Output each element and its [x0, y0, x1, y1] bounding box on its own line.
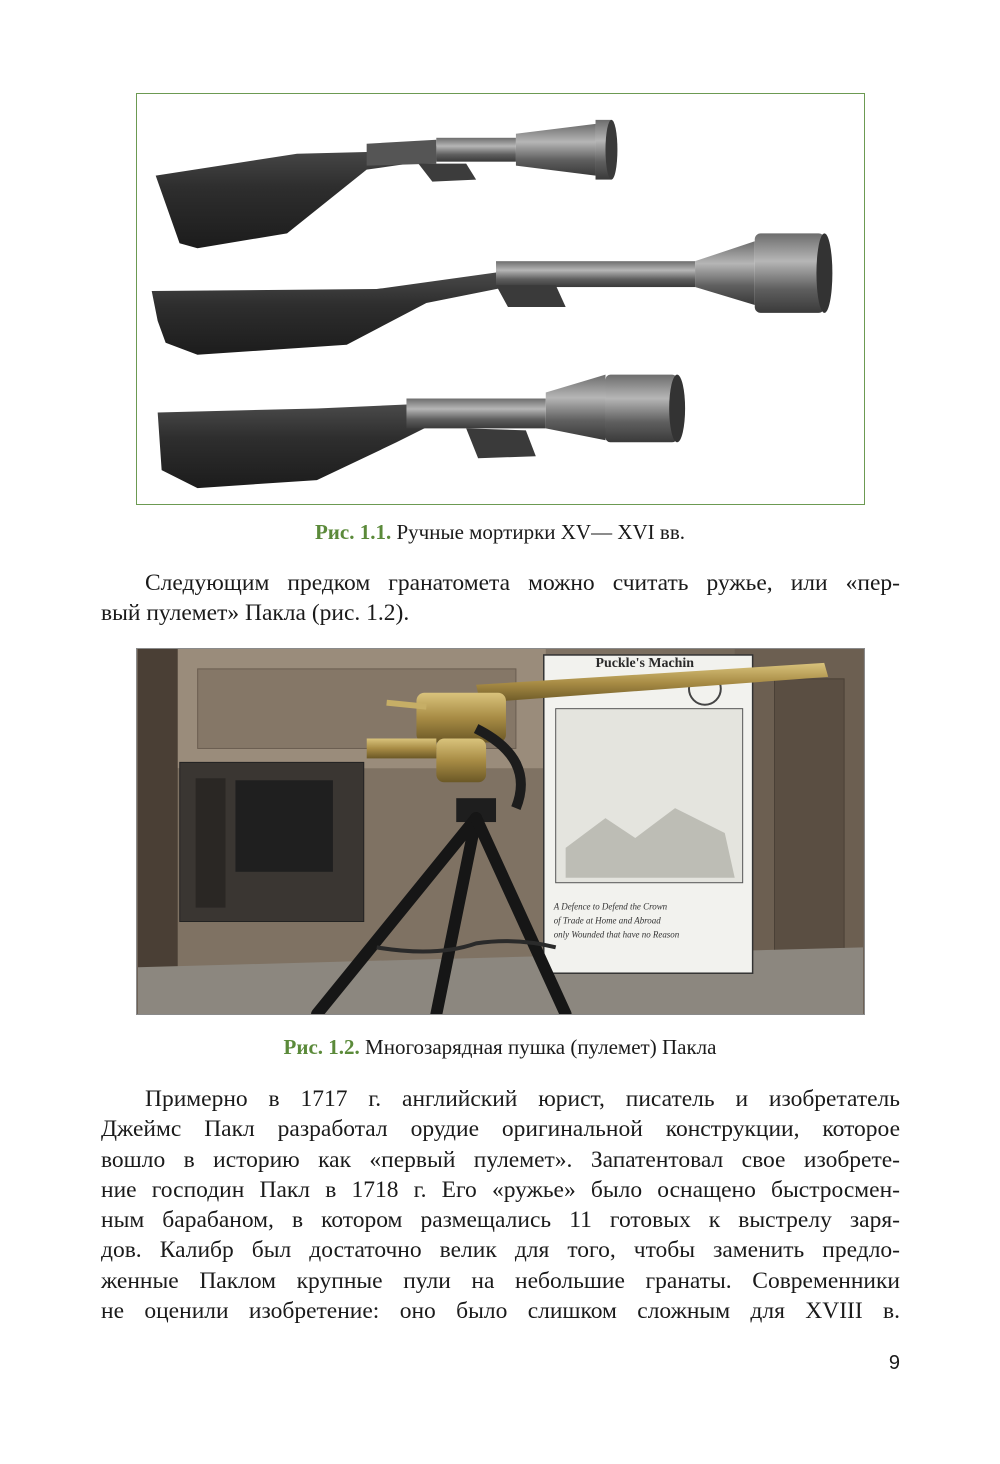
- text-line: Примерно в 1717 г. английский юрист, писатель и изобретатель: [145, 1086, 900, 1112]
- caption-text: Ручные мортирки XV— XVI вв.: [391, 520, 685, 544]
- figure-puckle-gun: [136, 648, 865, 1015]
- text-line: Джеймс Пакл разработал орудие оригинальной конструкции, которое: [101, 1116, 900, 1143]
- paragraph-2: [101, 1084, 900, 1326]
- mortar-2: [152, 233, 833, 354]
- info-poster: [544, 655, 753, 973]
- text-line: женные Паклом крупные пули на небольшие гранаты. Современники: [101, 1267, 900, 1294]
- text-line: вошло в историю как «первый пулемет». Запатентовал свое изобрете-: [101, 1146, 900, 1173]
- mortar-1: [156, 120, 618, 248]
- poster-line: of Trade at Home and Abroad: [553, 915, 661, 926]
- caption-label: Рис. 1.2.: [283, 1035, 360, 1059]
- poster-line: only Wounded that have no Reason: [553, 929, 680, 940]
- figure-hand-mortars: [136, 93, 865, 505]
- caption-label: Рис. 1.1.: [314, 520, 392, 544]
- text-line: вый пулемет» Пакла (рис. 1.2).: [101, 600, 410, 627]
- figure-caption-2: [0, 1034, 1000, 1060]
- paragraph-1: [101, 568, 900, 629]
- puckle-gun-photo: [137, 649, 864, 1014]
- text-line: Следующим предком гранатомета можно считать ружье, или «пер-: [145, 570, 900, 596]
- text-line: ным барабаном, в котором размещались 11 готовых к выстрелу заря-: [101, 1207, 900, 1234]
- text-line: ние господин Пакл в 1718 г. Его «ружье» было оснащено быстросмен-: [101, 1176, 900, 1203]
- monitor: [180, 762, 364, 921]
- poster-line: A Defence to Defend the Crown: [553, 901, 668, 912]
- poster-title: Puckle's Machin: [595, 655, 694, 671]
- text-line: дов. Калибр был достаточно велик для того, чтобы заменить предло-: [101, 1237, 900, 1264]
- mortar-3: [158, 375, 685, 488]
- text-line: не оценили изобретение: оно было слишком сложным для XVIII в.: [101, 1298, 900, 1325]
- page-number: 9: [888, 1352, 900, 1374]
- caption-text: Многозарядная пушка (пулемет) Пакла: [359, 1035, 717, 1059]
- figure-caption-1: [0, 519, 1000, 545]
- hand-mortars-image: [137, 94, 864, 504]
